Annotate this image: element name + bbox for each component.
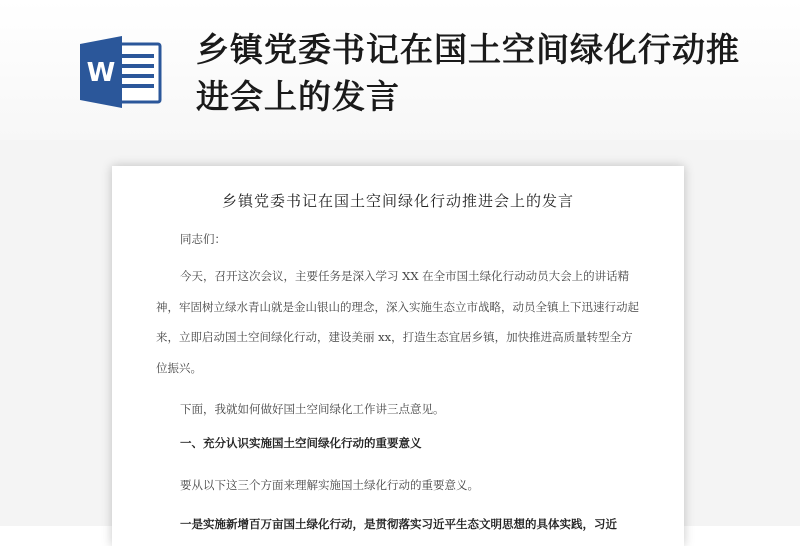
banner-title: 乡镇党委书记在国土空间绿化行动推进会上的发言: [196, 30, 740, 116]
salutation: 同志们：: [180, 232, 226, 246]
paragraph-outline: 下面，我就如何做好国土空间绿化工作讲三点意见。: [180, 402, 445, 416]
paragraph-intro: 今天，召开这次会议，主要任务是深入学习 XX 在全市国土绿化行动动员大会上的讲话精神，牢固树立绿水青山就是金山银山的理念，深入实施生态立市战略，动员全镇上下迅速行动起来，立即启动国土空间绿化行动，建设美丽 xx，打造生态宜居乡镇，加快推进高质量转型全方位振兴。: [156, 269, 639, 375]
document-title: 乡镇党委书记在国土空间绿化行动推进会上的发言: [221, 192, 574, 210]
paragraph-meaning: 要从以下这三个方面来理解实施国土绿化行动的重要意义。: [180, 478, 479, 492]
paragraph-point-one: 一是实施新增百万亩国土绿化行动，是贯彻落实习近平生态文明思想的具体实践，习近: [180, 517, 617, 531]
document-page: [112, 166, 684, 546]
word-document-icon: [76, 34, 166, 110]
section-heading-1: 一、充分认识实施国土空间绿化行动的重要意义: [180, 436, 422, 450]
word-icon-letter: W: [86, 58, 116, 88]
